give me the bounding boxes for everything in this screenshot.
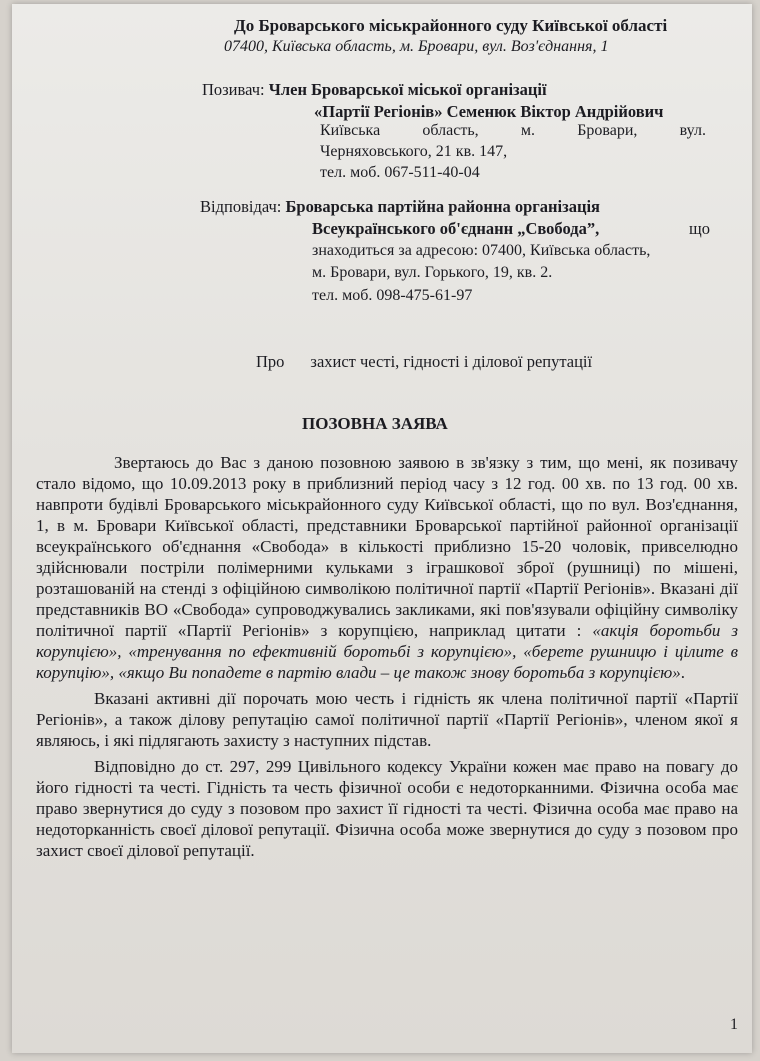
- defendant-name-line-2-tail: що: [689, 219, 710, 238]
- address-word: Київська: [320, 122, 381, 139]
- defendant-label: Відповідач:: [200, 197, 282, 216]
- paragraph-3: Відповідно до ст. 297, 299 Цивільного кодексу України кожен має право на повагу до його гідності та честі. Гідність та честь фізичної особи є недоторканними. Фізична особа має право звернутися до суду з позовом про захист її гідності та честі. Фізична особа має право на недоторканність своєї ділової репутації. Фізична особа може звернутися до суду з позовом про захист своєї ділової репутації.: [36, 757, 738, 860]
- subject-prefix: Про: [256, 352, 285, 371]
- address-word: вул.: [679, 122, 706, 139]
- defendant-address-line-2: м. Бровари, вул. Горького, 19, кв. 2.: [312, 264, 553, 281]
- plaintiff-phone: тел. моб. 067-511-40-04: [320, 164, 480, 181]
- address-word: м.: [520, 122, 535, 139]
- plaintiff-line-1: [202, 80, 547, 100]
- court-address: 07400, Київська область, м. Бровари, вул. Воз'єднання, 1: [224, 38, 609, 55]
- subject-line: [256, 352, 592, 372]
- address-word: область,: [422, 122, 479, 139]
- plaintiff-name-line-1: Член Броварської міської організації: [268, 80, 547, 99]
- defendant-phone: тел. моб. 098-475-61-97: [312, 287, 473, 304]
- defendant-line-1: [200, 197, 600, 217]
- defendant-address-line-1: знаходиться за адресою: 07400, Київська область,: [312, 242, 651, 259]
- document-body: [36, 452, 738, 866]
- plaintiff-address-line-2: Черняховського, 21 кв. 147,: [320, 143, 508, 160]
- quote-2: «берете рушницю і цілите в корупцію», «якщо Ви попадете в партію влади – це також знову боротьба з корупцією»: [36, 642, 738, 682]
- defendant-name-line-2-text: Всеукраїнського об'єднанн „Свобода”,: [312, 219, 600, 238]
- page-number: 1: [730, 1016, 738, 1033]
- court-name: До Броварського міськрайонного суду Київської області: [234, 16, 668, 35]
- document-page: [12, 4, 752, 1053]
- address-word: Бровари,: [577, 122, 638, 139]
- defendant-name-line-1: Броварська партійна районна організація: [285, 197, 600, 216]
- document-title: ПОЗОВНА ЗАЯВА: [302, 414, 448, 433]
- paragraph-1: [36, 452, 738, 683]
- defendant-name-line-2: [312, 219, 710, 239]
- quote-1: «акція боротьби з корупцією», «тренування по ефективній боротьбі з корупцією»,: [36, 621, 739, 661]
- plaintiff-label: Позивач:: [202, 80, 265, 99]
- paragraph-2: Вказані активні дії порочать мою честь і гідність як члена політичної партії «Партії Регіонів», а також ділову репутацію самої політичної партії «Партії Регіонів», членом якої я являюсь, і які підлягають захисту з наступних підстав.: [36, 689, 738, 750]
- paragraph-1-text: Звертаюсь до Вас з даною позовною заявою в зв'язку з тим, що мені, як позивачу стало відомо, що 10.09.2013 року в приблизний період часу з 12 год. 00 хв. по 13 год. 00 хв. навпроти будівлі Броварського міськрайонного суду Київської області, що по вул. Воз'єднання, 1, в м. Бровари Київської області, представники Броварської партійної районної організації всеукраїнського об'єднання «Свобода» в кількості приблизно 15-20 чоловік, привселюдно здійснювали постріли полімерними кульками з іграшкової зброї (рушниці) по мішені, розташованій на стенді з офіційною символікою політичної партії «Партії Регіонів». Вказані дії представників ВО «Свобода» супроводжувались закликами, які пов'язували офіційну символіку політичної партії «Партії Регіонів» з корупцією, наприклад цитати :: [36, 453, 738, 640]
- plaintiff-address-line-1: [320, 122, 706, 140]
- subject-text: захист честі, гідності і ділової репутації: [310, 352, 593, 371]
- plaintiff-name-line-2: «Партії Регіонів» Семенюк Віктор Андрійович: [314, 102, 664, 121]
- paragraph-1-end: .: [680, 663, 685, 682]
